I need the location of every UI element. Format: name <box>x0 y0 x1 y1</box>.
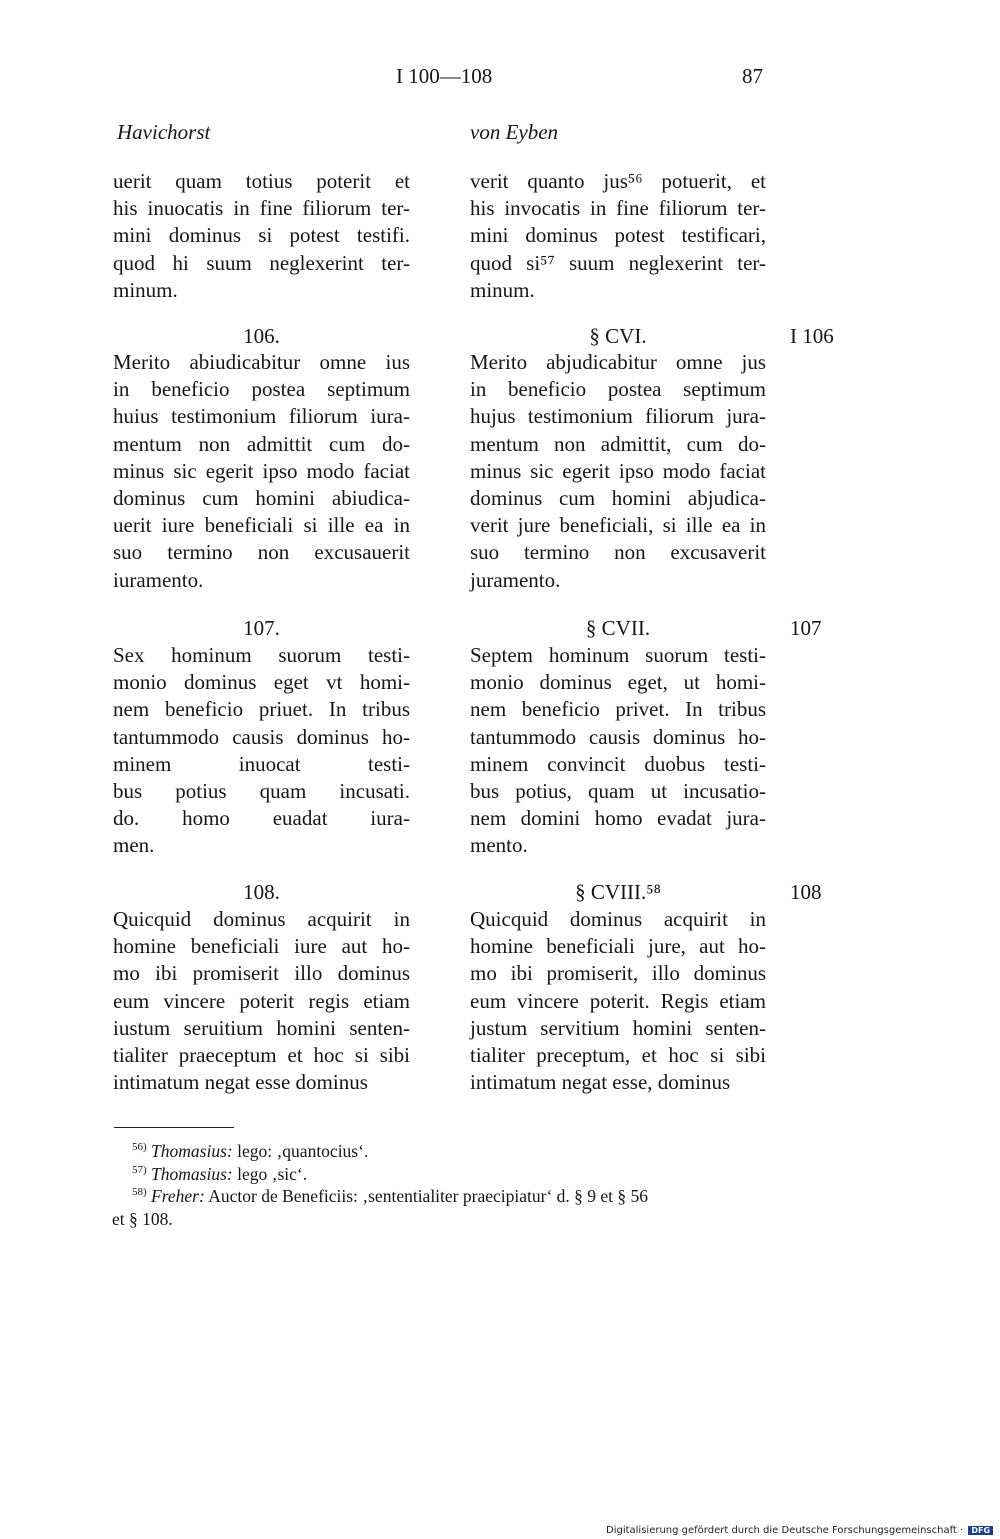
text-line: men. <box>113 833 155 858</box>
footnote-rule <box>114 1127 234 1128</box>
text-line: uerit iure beneficiali si ille ea in <box>113 513 410 538</box>
footnote-mark: 56) <box>132 1141 147 1154</box>
text-line: homine beneficiali jure, aut ho- <box>470 934 766 959</box>
footnote-56 <box>112 1140 768 1163</box>
text-line: mo ibi promiserit, illo dominus <box>470 961 766 986</box>
text-line: monio dominus eget vt homi- <box>113 670 410 695</box>
text-line: mo ibi promiserit illo dominus <box>113 961 410 986</box>
footnote-mark: 58) <box>132 1186 147 1199</box>
text-line: Merito abjudicabitur omne jus <box>470 350 766 374</box>
margin-number-108: 108 <box>790 880 822 904</box>
text-line: his inuocatis in fine filiorum ter- <box>113 196 410 221</box>
text-line: intimatum negat esse, dominus <box>470 1070 731 1095</box>
footnote-author: Thomasius: <box>151 1141 233 1161</box>
left-section-107-text <box>113 642 410 860</box>
text-line: tantummodo causis dominus ho- <box>113 724 410 749</box>
text-line: mini dominus si potest testifi. <box>113 223 410 248</box>
text-line: iustum seruitium homini senten- <box>113 1015 410 1040</box>
text-line: iuramento. <box>113 567 204 592</box>
left-section-106-text <box>113 349 410 594</box>
text-line: mento. <box>470 833 528 858</box>
text-line: Quicquid dominus acquirit in <box>470 907 766 931</box>
text-line: uerit quam totius poterit et <box>113 169 410 193</box>
text-line: suo termino non excusaverit <box>470 540 766 565</box>
text-line: quod si⁵⁷ suum neglexerint ter- <box>470 250 766 275</box>
left-section-106-title: 106. <box>243 324 280 348</box>
right-column-title: von Eyben <box>470 120 559 144</box>
running-head: I 100—108 <box>396 64 493 88</box>
text-line: do. homo euadat iura- <box>113 806 410 831</box>
text-line: tialiter preceptum, et hoc si sibi <box>470 1043 766 1068</box>
footnote-57 <box>112 1163 768 1186</box>
margin-number-107: 107 <box>790 616 822 640</box>
footnote-text: lego ‚sic‘. <box>237 1163 308 1184</box>
left-intro-paragraph <box>113 168 410 304</box>
text-line: minus sic egerit ipso modo faciat <box>113 458 410 483</box>
footnotes <box>112 1140 768 1230</box>
text-line: eum vincere poterit regis etiam <box>113 988 410 1013</box>
text-line: nem beneficio priuet. In tribus <box>113 697 410 722</box>
right-section-106-text <box>470 349 766 594</box>
text-line: justum servitium homini senten- <box>470 1015 766 1040</box>
text-line: huius testimonium filiorum iura- <box>113 404 410 429</box>
text-line: in beneficio postea septimum <box>113 377 410 402</box>
text-line: Quicquid dominus acquirit in <box>113 907 410 931</box>
footnote-text: lego: ‚quantocius‘. <box>237 1141 369 1161</box>
text-line: minus sic egerit ipso modo faciat <box>470 458 766 483</box>
text-line: monio dominus eget, ut homi- <box>470 670 766 695</box>
footnote-author: Thomasius: <box>151 1163 233 1184</box>
margin-number-106: I 106 <box>790 324 834 348</box>
text-line: Sex hominum suorum testi- <box>113 643 410 667</box>
text-line: juramento. <box>470 567 561 592</box>
text-line: in beneficio postea septimum <box>470 377 766 402</box>
left-column-title: Havichorst <box>117 120 211 144</box>
text-line: verit quanto jus⁵⁶ potuerit, et <box>470 169 766 193</box>
text-line: minem inuocat testi- <box>113 751 410 776</box>
text-line: tialiter praeceptum et hoc si sibi <box>113 1043 410 1068</box>
left-section-107-title: 107. <box>243 616 280 640</box>
text-line: minum. <box>470 277 535 302</box>
text-line: minem convincit duobus testi- <box>470 751 766 776</box>
text-line: quod hi suum neglexerint ter- <box>113 250 410 275</box>
right-intro-paragraph <box>470 168 766 304</box>
text-line: mini dominus potest testificari, <box>470 223 766 248</box>
text-line: nem domini homo evadat jura- <box>470 806 766 831</box>
dfg-logo-icon: DFG <box>968 1526 993 1535</box>
page-number: 87 <box>742 64 763 88</box>
footnote-text: Auctor de Beneficiis: ‚sententialiter praecipiatur‘ d. § 9 et § 56 <box>208 1186 649 1206</box>
text-line: suo termino non excusauerit <box>113 540 410 565</box>
footnote-author: Freher: <box>151 1186 205 1206</box>
text-line: verit jure beneficiali, si ille ea in <box>470 513 766 538</box>
right-section-107-text <box>470 642 766 860</box>
right-section-108-title: § CVIII.⁵⁸ <box>575 880 661 904</box>
text-line: dominus cum homini abiudica- <box>113 486 410 511</box>
right-section-107-title: § CVII. <box>585 616 651 640</box>
text-line: mentum non admittit cum do- <box>113 431 410 456</box>
credit-text: Digitalisierung gefördert durch die Deutsche Forschungsgemeinschaft · <box>606 1525 964 1536</box>
footnote-mark: 57) <box>132 1163 147 1176</box>
text-line: eum vincere poterit. Regis etiam <box>470 988 766 1013</box>
text-line: intimatum negat esse dominus <box>113 1070 368 1095</box>
digitization-credit <box>606 1525 993 1536</box>
text-line: his invocatis in fine filiorum ter- <box>470 196 766 221</box>
footnote-58-continuation: et § 108. <box>112 1208 173 1229</box>
text-line: Septem hominum suorum testi- <box>470 643 766 667</box>
left-section-108-title: 108. <box>243 880 280 904</box>
text-line: Merito abiudicabitur omne ius <box>113 350 410 374</box>
text-line: minum. <box>113 277 178 302</box>
footnote-58 <box>112 1185 768 1208</box>
left-section-108-text <box>113 906 410 1096</box>
right-section-106-title: § CVI. <box>589 324 647 348</box>
text-line: hujus testimonium filiorum jura- <box>470 404 766 429</box>
text-line: bus potius, quam ut incusatio- <box>470 779 766 804</box>
right-section-108-text <box>470 906 766 1096</box>
text-line: homine beneficiali iure aut ho- <box>113 934 410 959</box>
text-line: bus potius quam incusati. <box>113 779 410 804</box>
text-line: tantummodo causis dominus ho- <box>470 724 766 749</box>
text-line: dominus cum homini abjudica- <box>470 486 766 511</box>
text-line: mentum non admittit, cum do- <box>470 431 766 456</box>
text-line: nem beneficio privet. In tribus <box>470 697 766 722</box>
